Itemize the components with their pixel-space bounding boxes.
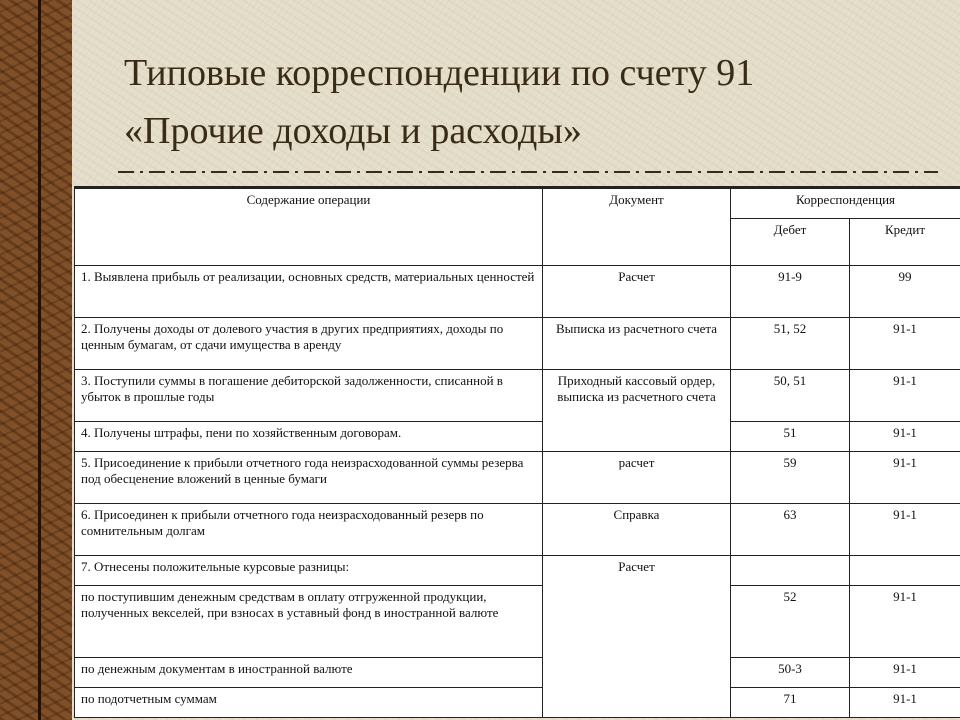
- cell-credit: 91-1: [850, 504, 960, 556]
- cell-credit: 91-1: [850, 370, 960, 422]
- cell-credit: 99: [850, 266, 960, 318]
- cell-document: Выписка из расчетного счета: [543, 318, 731, 370]
- cell-operation: 6. Присоединен к прибыли отчетного года неизрасходованный резерв по сомнительным долгам: [75, 504, 543, 556]
- cell-debit: [731, 556, 850, 586]
- table-row: [75, 504, 960, 556]
- cell-debit: 51: [731, 422, 850, 452]
- cell-document: Справка: [543, 504, 731, 556]
- header-correspondence: Корреспонденция: [731, 188, 960, 219]
- wood-texture-sidebar: [0, 0, 72, 720]
- table-row: [75, 422, 960, 452]
- table-header-row: [75, 188, 960, 219]
- title-line-1: Типовые корреспонденции по счету 91: [124, 52, 755, 94]
- slide-title: [124, 44, 884, 160]
- cell-debit: 50, 51: [731, 370, 850, 422]
- cell-debit: 63: [731, 504, 850, 556]
- cell-credit: 91-1: [850, 422, 960, 452]
- cell-credit: 91-1: [850, 318, 960, 370]
- correspondence-table: [74, 186, 960, 718]
- table-row: [75, 586, 960, 658]
- cell-operation: 7. Отнесены положительные курсовые разницы:: [75, 556, 543, 586]
- header-credit: Кредит: [850, 218, 960, 265]
- cell-document: Приходный кассовый ордер, выписка из расчетного счета: [543, 370, 731, 452]
- table-row: [75, 556, 960, 586]
- cell-debit: 50-3: [731, 658, 850, 688]
- header-debit: Дебет: [731, 218, 850, 265]
- cell-operation: 5. Присоединение к прибыли отчетного года неизрасходованной суммы резерва под обесценение вложений в ценные бумаги: [75, 452, 543, 504]
- cell-operation: 4. Получены штрафы, пени по хозяйственным договорам.: [75, 422, 543, 452]
- table-row: [75, 688, 960, 718]
- title-line-2: «Прочие доходы и расходы»: [124, 110, 582, 152]
- header-operation: Содержание операции: [75, 188, 543, 266]
- table-row: [75, 318, 960, 370]
- cell-operation: 2. Получены доходы от долевого участия в других предприятиях, доходы по ценным бумагам, от сдачи имущества в аренду: [75, 318, 543, 370]
- sidebar-divider-line: [38, 0, 41, 720]
- cell-debit: 59: [731, 452, 850, 504]
- cell-credit: 91-1: [850, 586, 960, 658]
- cell-operation: по подотчетным суммам: [75, 688, 543, 718]
- cell-document: расчет: [543, 452, 731, 504]
- cell-operation: 3. Поступили суммы в погашение дебиторской задолженности, списанной в убыток в прошлые годы: [75, 370, 543, 422]
- cell-debit: 71: [731, 688, 850, 718]
- cell-credit: 91-1: [850, 452, 960, 504]
- header-document: Документ: [543, 188, 731, 266]
- cell-credit: [850, 556, 960, 586]
- dash-dot-line: [118, 162, 938, 182]
- cell-credit: 91-1: [850, 658, 960, 688]
- cell-operation: по денежным документам в иностранной валюте: [75, 658, 543, 688]
- table-row: [75, 266, 960, 318]
- cell-debit: 91-9: [731, 266, 850, 318]
- table-row: [75, 370, 960, 422]
- decorative-dash-dot-divider: [118, 162, 938, 182]
- cell-credit: 91-1: [850, 688, 960, 718]
- cell-document: Расчет: [543, 266, 731, 318]
- cell-document: Расчет: [543, 556, 731, 718]
- cell-operation: 1. Выявлена прибыль от реализации, основных средств, материальных ценностей: [75, 266, 543, 318]
- table-row: [75, 452, 960, 504]
- cell-debit: 52: [731, 586, 850, 658]
- cell-debit: 51, 52: [731, 318, 850, 370]
- cell-operation: по поступившим денежным средствам в оплату отгруженной продукции, полученных векселей, при взносах в уставный фонд в иностранной валюте: [75, 586, 543, 658]
- table-row: [75, 658, 960, 688]
